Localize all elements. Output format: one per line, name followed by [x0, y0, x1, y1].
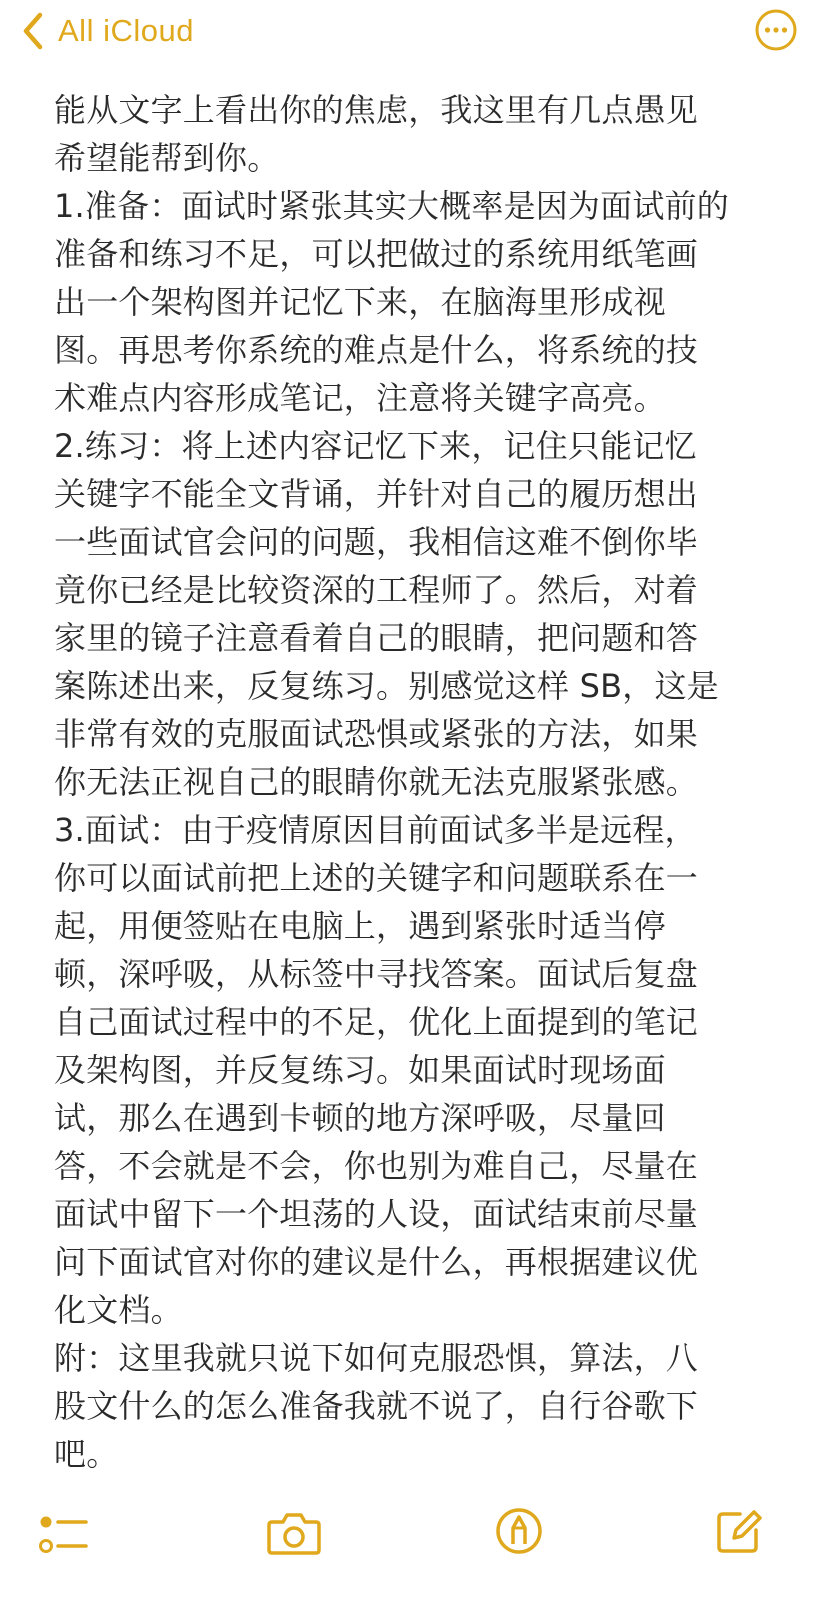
note-line: 你无法正视自己的眼睛你就无法克服紧张感。 [54, 763, 699, 801]
note-line: 1.准备：面试时紧张其实大概率是因为面试前的 [54, 187, 729, 225]
note-line: 面试中留下一个坦荡的人设，面试结束前尽量 [54, 1195, 699, 1233]
note-line: 关键字不能全文背诵，并针对自己的履历想出 [54, 475, 699, 513]
note-line: 一些面试官会问的问题，我相信这难不倒你毕 [54, 523, 699, 561]
note-line: 问下面试官对你的建议是什么，再根据建议优 [54, 1243, 699, 1281]
camera-button[interactable] [266, 1508, 322, 1560]
compose-icon [714, 1541, 764, 1560]
note-line: 试，那么在遇到卡顿的地方深呼吸，尽量回 [54, 1099, 666, 1137]
compose-button[interactable] [714, 1506, 764, 1560]
camera-icon [266, 1541, 322, 1560]
markup-button[interactable] [494, 1506, 544, 1560]
note-line: 案陈述出来，反复练习。别感觉这样 SB，这是 [54, 667, 719, 705]
note-line: 出一个架构图并记忆下来，在脑海里形成视 [54, 283, 666, 321]
note-line: 股文什么的怎么准备我就不说了，自行谷歌下 [54, 1387, 699, 1425]
note-line: 答，不会就是不会，你也别为难自己，尽量在 [54, 1147, 699, 1185]
bottom-toolbar [0, 1488, 828, 1623]
ellipsis-circle-icon [754, 37, 798, 56]
note-line: 术难点内容形成笔记，注意将关键字高亮。 [54, 379, 666, 417]
navigation-bar [0, 0, 828, 70]
note-line: 非常有效的克服面试恐惧或紧张的方法，如果 [54, 715, 699, 753]
note-text-body[interactable] [54, 86, 794, 1478]
checklist-icon [38, 1543, 92, 1562]
back-button[interactable] [22, 6, 194, 56]
more-options-button[interactable] [754, 8, 798, 52]
note-line: 附：这里我就只说下如何克服恐惧，算法，八 [54, 1339, 699, 1377]
note-line: 及架构图，并反复练习。如果面试时现场面 [54, 1051, 666, 1089]
note-line: 化文档。 [54, 1291, 183, 1329]
note-line: 自己面试过程中的不足，优化上面提到的笔记 [54, 1003, 699, 1041]
note-line: 起，用便签贴在电脑上，遇到紧张时适当停 [54, 907, 666, 945]
note-line: 图。再思考你系统的难点是什么，将系统的技 [54, 331, 699, 369]
note-line: 顿，深呼吸，从标签中寻找答案。面试后复盘 [54, 955, 699, 993]
note-line: 吧。 [54, 1435, 119, 1473]
note-line: 准备和练习不足，可以把做过的系统用纸笔画 [54, 235, 699, 273]
note-line: 你可以面试前把上述的关键字和问题联系在一 [54, 859, 699, 897]
note-line: 希望能帮到你。 [54, 139, 280, 177]
note-line: 能从文字上看出你的焦虑，我这里有几点愚见 [54, 91, 699, 129]
note-line: 2.练习：将上述内容记忆下来，记住只能记忆 [54, 427, 697, 465]
note-line: 家里的镜子注意看着自己的眼睛，把问题和答 [54, 619, 699, 657]
back-label: All iCloud [58, 13, 194, 48]
note-line: 竟你已经是比较资深的工程师了。然后，对着 [54, 571, 699, 609]
checklist-button[interactable] [38, 1512, 92, 1562]
chevron-left-icon [22, 12, 44, 50]
note-line: 3.面试：由于疫情原因目前面试多半是远程， [54, 811, 697, 849]
markup-pen-icon [494, 1541, 544, 1560]
